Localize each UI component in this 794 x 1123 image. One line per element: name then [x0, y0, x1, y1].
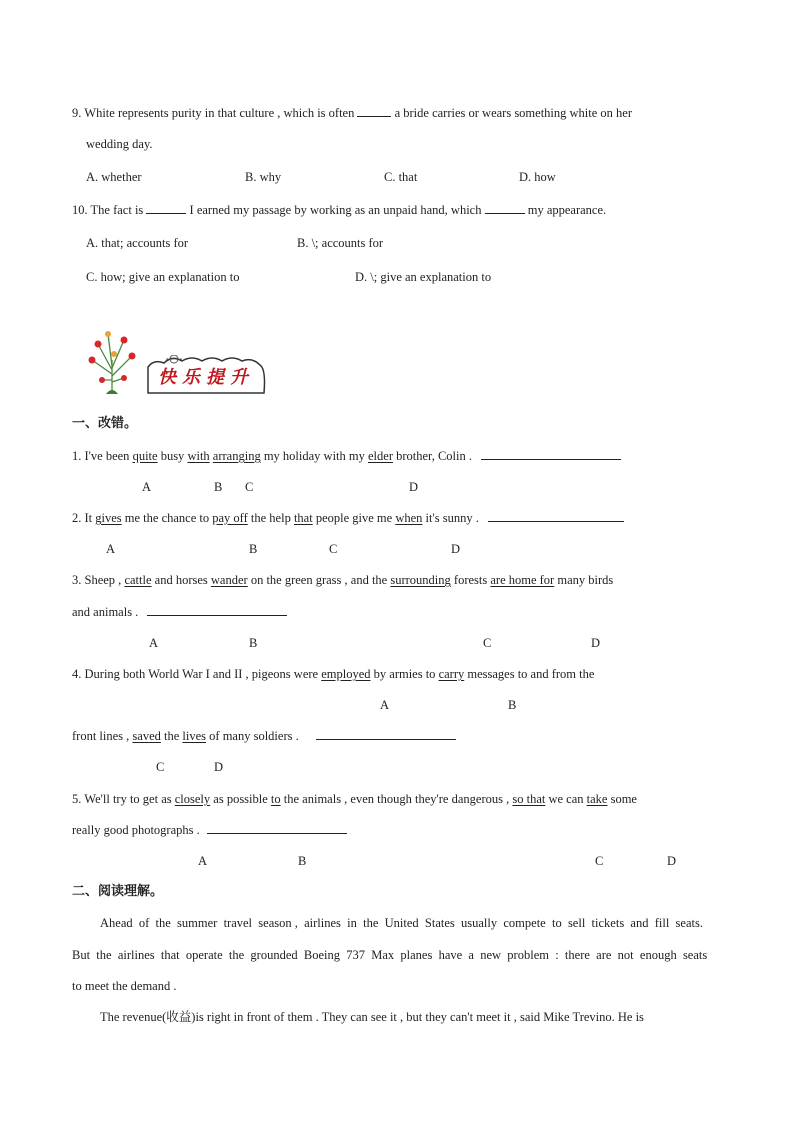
- s1-q1-letter-c: C: [245, 480, 254, 494]
- s1-q2-answer-blank[interactable]: [488, 511, 624, 522]
- q9-option-d[interactable]: D. how: [519, 170, 556, 184]
- s1-q3-sentence: 3. Sheep , cattle and horses wander on the green grass , and the surrounding forests are home for many birds: [72, 573, 614, 587]
- q10-blank-2[interactable]: [485, 203, 525, 214]
- s1-q5-letter-c: C: [595, 854, 604, 868]
- passage-paragraph2-line1: The revenue(收益)is right in front of them . They can see it , but they can't meet it , said Mike Trevino. He is: [100, 1010, 644, 1024]
- section2-title: 二、阅读理解。: [72, 884, 164, 899]
- s1-q5-letter-d: D: [667, 854, 677, 868]
- q10-option-c[interactable]: C. how; give an explanation to: [86, 270, 240, 284]
- s1-q2-sentence: 2. It gives me the chance to pay off the help that people give me when it's sunny .: [72, 510, 624, 526]
- passage-paragraph1-line3: to meet the demand .: [72, 979, 177, 993]
- s1-q2-letter-b: B: [249, 542, 258, 556]
- badge-label: 快乐提升: [158, 367, 254, 388]
- s1-q5-letter-a: A: [198, 854, 208, 868]
- s1-q4-letter-a: A: [380, 698, 390, 712]
- q10-stem: 10. The fact is I earned my passage by working as an unpaid hand, which my appearance.: [72, 203, 607, 217]
- s1-q4-line2: front lines , saved the lives of many soldiers .: [72, 728, 456, 744]
- q9-stem-line2: wedding day.: [86, 137, 153, 151]
- q9-stem-line1: 9. White represents purity in that culture , which is often a bride carries or wears something white on her: [72, 106, 633, 120]
- passage-paragraph1-line2: But the airlines that operate the grounded Boeing 737 Max planes have a new problem : there are not enough seats: [72, 948, 708, 962]
- passage-paragraph1-line1: Ahead of the summer travel season , airlines in the United States usually compete to sell tickets and fill seats.: [100, 916, 703, 930]
- s1-q1-letter-d: D: [409, 480, 419, 494]
- s1-q5-sentence: 5. We'll try to get as closely as possible to the animals , even though they're dangerous , so that we can take some: [72, 792, 637, 806]
- s1-q1-letter-a: A: [142, 480, 152, 494]
- s1-q1-sentence: 1. I've been quite busy with arranging my holiday with my elder brother, Colin .: [72, 448, 621, 464]
- s1-q3-line2: and animals .: [72, 604, 287, 620]
- s1-q3-answer-blank[interactable]: [147, 605, 287, 616]
- s1-q2-letter-d: D: [451, 542, 461, 556]
- q10-option-d[interactable]: D. \; give an explanation to: [355, 270, 492, 284]
- flower-pot-icon: [84, 330, 140, 396]
- s1-q4-sentence: 4. During both World War I and II , pigeons were employed by armies to carry messages to and from the: [72, 667, 595, 681]
- s1-q1-answer-blank[interactable]: [481, 449, 621, 460]
- s1-q2-letter-a: A: [106, 542, 116, 556]
- s1-q3-letter-a: A: [149, 636, 159, 650]
- q9-option-c[interactable]: C. that: [384, 170, 418, 184]
- q9-option-b[interactable]: B. why: [245, 170, 282, 184]
- s1-q4-letter-d: D: [214, 760, 224, 774]
- s1-q4-letter-c: C: [156, 760, 165, 774]
- s1-q1-letter-b: B: [214, 480, 223, 494]
- s1-q5-letter-b: B: [298, 854, 307, 868]
- s1-q5-answer-blank[interactable]: [207, 823, 347, 834]
- section1-title: 一、改错。: [72, 416, 138, 431]
- q9-option-a[interactable]: A. whether: [86, 170, 142, 184]
- q10-option-b[interactable]: B. \; accounts for: [297, 236, 384, 250]
- q10-option-a[interactable]: A. that; accounts for: [86, 236, 189, 250]
- q10-blank-1[interactable]: [146, 203, 186, 214]
- s1-q4-letter-b: B: [508, 698, 517, 712]
- s1-q2-letter-c: C: [329, 542, 338, 556]
- s1-q3-letter-d: D: [591, 636, 601, 650]
- s1-q5-line2: really good photographs .: [72, 822, 347, 838]
- s1-q3-letter-b: B: [249, 636, 258, 650]
- happy-improve-badge: [144, 355, 268, 391]
- s1-q4-answer-blank[interactable]: [316, 729, 456, 740]
- q9-blank[interactable]: [357, 106, 391, 117]
- s1-q3-letter-c: C: [483, 636, 492, 650]
